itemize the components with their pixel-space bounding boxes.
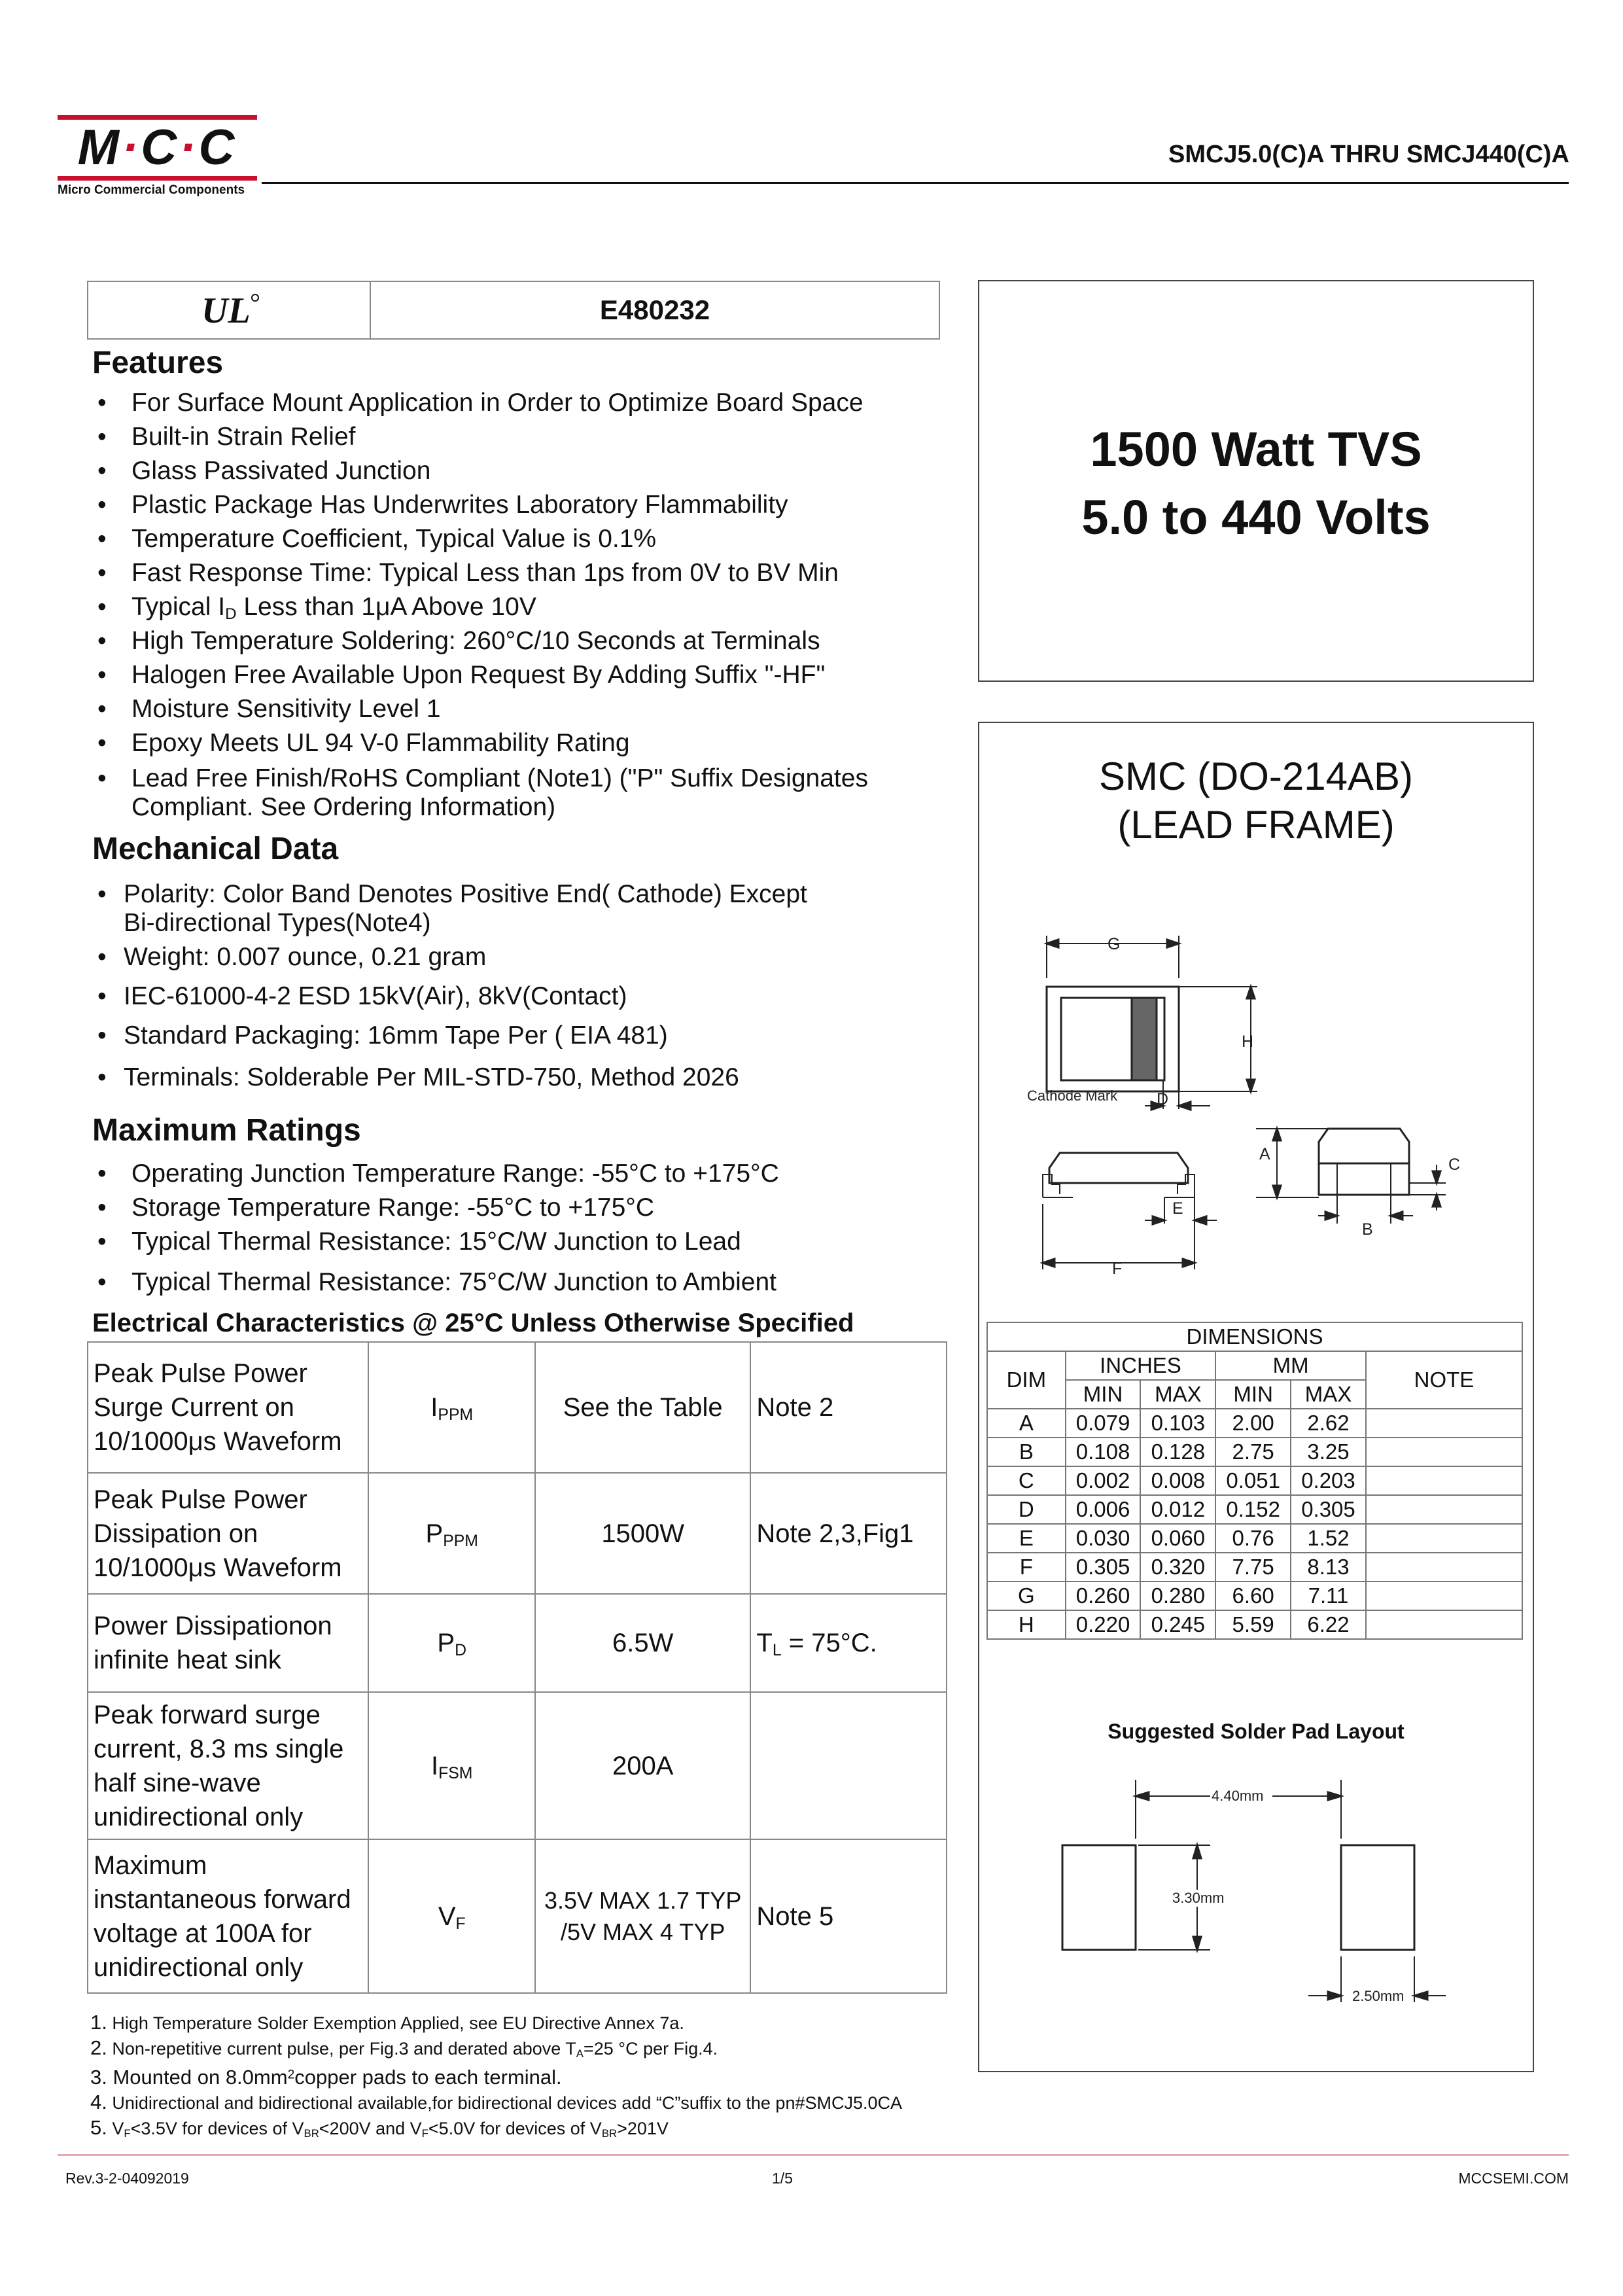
ul-recognized-icon	[198, 291, 260, 329]
features-list	[92, 386, 868, 822]
param-cell: Peak forward surge current, 8.3 ms single half sine-wave unidirectional only	[88, 1692, 368, 1839]
note-header: NOTE	[1366, 1351, 1522, 1409]
list-item: • Typical Thermal Resistance: 15°C/W Junction to Lead	[92, 1225, 779, 1259]
ul-certification-box	[87, 281, 940, 340]
symbol-cell: $V_F$	[368, 1839, 535, 1993]
dim-label-d: D	[1157, 1090, 1169, 1108]
dim-label-f: F	[1112, 1260, 1123, 1278]
list-item: • Weight: 0.007 ounce, 0.21 gram	[92, 938, 807, 977]
website-link[interactable]: MCCSEMI.COM	[1458, 2170, 1569, 2187]
pad-height-label: 3.30mm	[1172, 1890, 1225, 1906]
min-header: MIN	[1066, 1380, 1141, 1409]
table-row	[88, 1342, 947, 1473]
footnote-5: 5. $V_F<3.5V$ for devices of $V_{BR}<200V$ and $V_F<5.0V$ for devices of $V_{BR}>201V$	[90, 2116, 669, 2140]
table-row: G 0.260 0.280 6.60 7.11	[987, 1581, 1522, 1610]
dim-label-g: G	[1108, 935, 1121, 953]
value-cell: 1500W	[535, 1473, 750, 1594]
electrical-table	[87, 1341, 947, 1994]
footer-divider	[58, 2154, 1569, 2156]
package-frame: (LEAD FRAME)	[1117, 803, 1395, 847]
symbol-cell: $P_D$	[368, 1594, 535, 1692]
note-cell: Note 2,3,Fig1	[750, 1473, 947, 1594]
dim-label-b: B	[1362, 1220, 1373, 1239]
param-cell: Peak Pulse Power Surge Current on 10/1000μs Waveform	[88, 1342, 368, 1473]
mechanical-list	[92, 880, 807, 1097]
max-ratings-list	[92, 1157, 779, 1299]
table-row	[987, 1322, 1522, 1351]
param-cell: Maximum instantaneous forward voltage at 100A for unidirectional only	[88, 1839, 368, 1993]
value-cell: See the Table	[535, 1342, 750, 1473]
power-rating: 1500 Watt TVS	[1090, 422, 1422, 476]
footnote-3: 3. Mounted on $8.0mm^2copper$ pads to each terminal.	[90, 2066, 562, 2089]
pad-size-label: 2.50mm	[1352, 1988, 1405, 2004]
ul-mark-cell	[88, 282, 371, 338]
product-rating-box	[978, 280, 1534, 682]
list-item: • Moisture Sensitivity Level 1	[92, 692, 868, 726]
list-item: • Fast Response Time: Typical Less than 1ps from 0V to BV Min	[92, 556, 868, 590]
table-row	[88, 1692, 947, 1839]
list-item: • For Surface Mount Application in Order to Optimize Board Space	[92, 386, 868, 420]
logo-top-bar	[58, 115, 257, 120]
footnote-4: 4. Unidirectional and bidirectional available,for bidirectional devices add “C”suffix to the pn#SMCJ5.0CA	[90, 2091, 903, 2113]
note-cell: Note 5	[750, 1839, 947, 1993]
logo-bottom-bar	[58, 176, 257, 181]
list-item: • Polarity: Color Band Denotes Positive End( Cathode) Except Bi-directional Types(Note4)	[92, 880, 807, 938]
list-item: • Plastic Package Has Underwrites Laboratory Flammability	[92, 488, 868, 522]
note-cell	[750, 1692, 947, 1839]
part-number-title: SMCJ5.0(C)A THRU SMCJ440(C)A	[1168, 141, 1569, 168]
list-item: • Built-in Strain Relief	[92, 420, 868, 454]
list-item: • High Temperature Soldering: 260°C/10 Seconds at Terminals	[92, 624, 868, 658]
table-row: F 0.305 0.320 7.75 8.13	[987, 1553, 1522, 1581]
symbol-cell: $P_{PPM}$	[368, 1473, 535, 1594]
cathode-mark-label: Cathode Mark	[1027, 1087, 1118, 1104]
dim-label-c: C	[1448, 1156, 1461, 1174]
table-title: DIMENSIONS	[987, 1322, 1522, 1351]
revision-label: Rev.3-2-04092019	[65, 2170, 189, 2187]
dim-label-e: E	[1172, 1199, 1183, 1218]
table-row	[88, 1839, 947, 1993]
footnote-2: 2. Non-repetitive current pulse, per Fig.3 and derated above $T_A=25$ °C per Fig.4.	[90, 2036, 718, 2060]
logo-subtitle: Micro Commercial Components	[58, 183, 245, 197]
param-cell: Peak Pulse Power Dissipation on 10/1000μs Waveform	[88, 1473, 368, 1594]
ul-file-number: E480232	[599, 294, 710, 325]
note-cell: Note 2	[750, 1342, 947, 1473]
table-row: C 0.002 0.008 0.051 0.203	[987, 1466, 1522, 1495]
dim-label-h: H	[1242, 1033, 1254, 1051]
header-divider	[262, 182, 1569, 184]
solder-pad-title: Suggested Solder Pad Layout	[1108, 1720, 1405, 1743]
min-header: MIN	[1215, 1380, 1291, 1409]
voltage-range: 5.0 to 440 Volts	[1081, 490, 1431, 544]
inches-header: INCHES	[1066, 1351, 1216, 1380]
list-item: • IEC-61000-4-2 ESD 15kV(Air), 8kV(Contact)	[92, 977, 807, 1016]
electrical-heading: Electrical Characteristics @ 25°C Unless Otherwise Specified	[92, 1309, 854, 1337]
dim-label-a: A	[1259, 1145, 1270, 1163]
max-header: MAX	[1291, 1380, 1366, 1409]
table-row	[88, 1594, 947, 1692]
footnote-1: 1. High Temperature Solder Exemption Applied, see EU Directive Annex 7a.	[90, 2011, 684, 2034]
package-name	[978, 752, 1534, 849]
table-row	[88, 1473, 947, 1594]
table-row: A 0.079 0.103 2.00 2.62	[987, 1409, 1522, 1438]
pad-width-label: 4.40mm	[1212, 1788, 1264, 1804]
dimensions-table	[986, 1322, 1523, 1640]
max-ratings-heading: Maximum Ratings	[92, 1113, 361, 1148]
mm-header: MM	[1215, 1351, 1366, 1380]
list-item: • Epoxy Meets UL 94 V-0 Flammability Rating	[92, 726, 868, 760]
list-item: • Operating Junction Temperature Range: -55°C to +175°C	[92, 1157, 779, 1191]
symbol-cell: $I_{FSM}$	[368, 1692, 535, 1839]
ul-mark-text: UL	[201, 291, 251, 329]
value-cell: 6.5W	[535, 1594, 750, 1692]
mechanical-heading: Mechanical Data	[92, 832, 339, 866]
list-item: • Temperature Coefficient, Typical Value is 0.1%	[92, 522, 868, 556]
table-row: D 0.006 0.012 0.152 0.305	[987, 1495, 1522, 1524]
list-item: • Terminals: Solderable Per MIL-STD-750, Method 2026	[92, 1058, 807, 1097]
list-item: • Standard Packaging: 16mm Tape Per ( EIA 481)	[92, 1016, 807, 1055]
table-row: B 0.108 0.128 2.75 3.25	[987, 1438, 1522, 1466]
company-logo	[58, 115, 257, 198]
logo-text: M·C·C	[77, 120, 237, 175]
footnotes	[90, 2010, 902, 2141]
table-row: E 0.030 0.060 0.76 1.52	[987, 1524, 1522, 1553]
features-heading: Features	[92, 345, 224, 380]
param-cell: Power Dissipationon infinite heat sink	[88, 1594, 368, 1692]
symbol-cell: $I_{PPM}$	[368, 1342, 535, 1473]
value-cell: 3.5V MAX 1.7 TYP /5V MAX 4 TYP	[535, 1839, 750, 1993]
max-header: MAX	[1140, 1380, 1215, 1409]
dim-header: DIM	[987, 1351, 1066, 1409]
list-item: • Halogen Free Available Upon Request By Adding Suffix "-HF"	[92, 658, 868, 692]
package-type: SMC (DO-214AB)	[1098, 754, 1414, 798]
table-row	[987, 1351, 1522, 1380]
page-number: 1/5	[772, 2170, 793, 2187]
package-outline-drawing	[1021, 916, 1478, 1282]
list-item: • Typical $I_D$ Less than 1μA Above 10V	[92, 590, 868, 624]
list-item: • Storage Temperature Range: -55°C to +175°C	[92, 1191, 779, 1225]
note-cell: $T_L = 75^\circ C$.	[750, 1594, 947, 1692]
list-item: • Glass Passivated Junction	[92, 454, 868, 488]
list-item: • Typical Thermal Resistance: 75°C/W Junction to Ambient	[92, 1265, 779, 1299]
value-cell: 200A	[535, 1692, 750, 1839]
list-item: • Lead Free Finish/RoHS Compliant (Note1) ("P" Suffix Designates Compliant. See Ordering Information)	[92, 764, 868, 822]
solder-pad-drawing	[1047, 1767, 1492, 2041]
table-row: H 0.220 0.245 5.59 6.22	[987, 1610, 1522, 1639]
